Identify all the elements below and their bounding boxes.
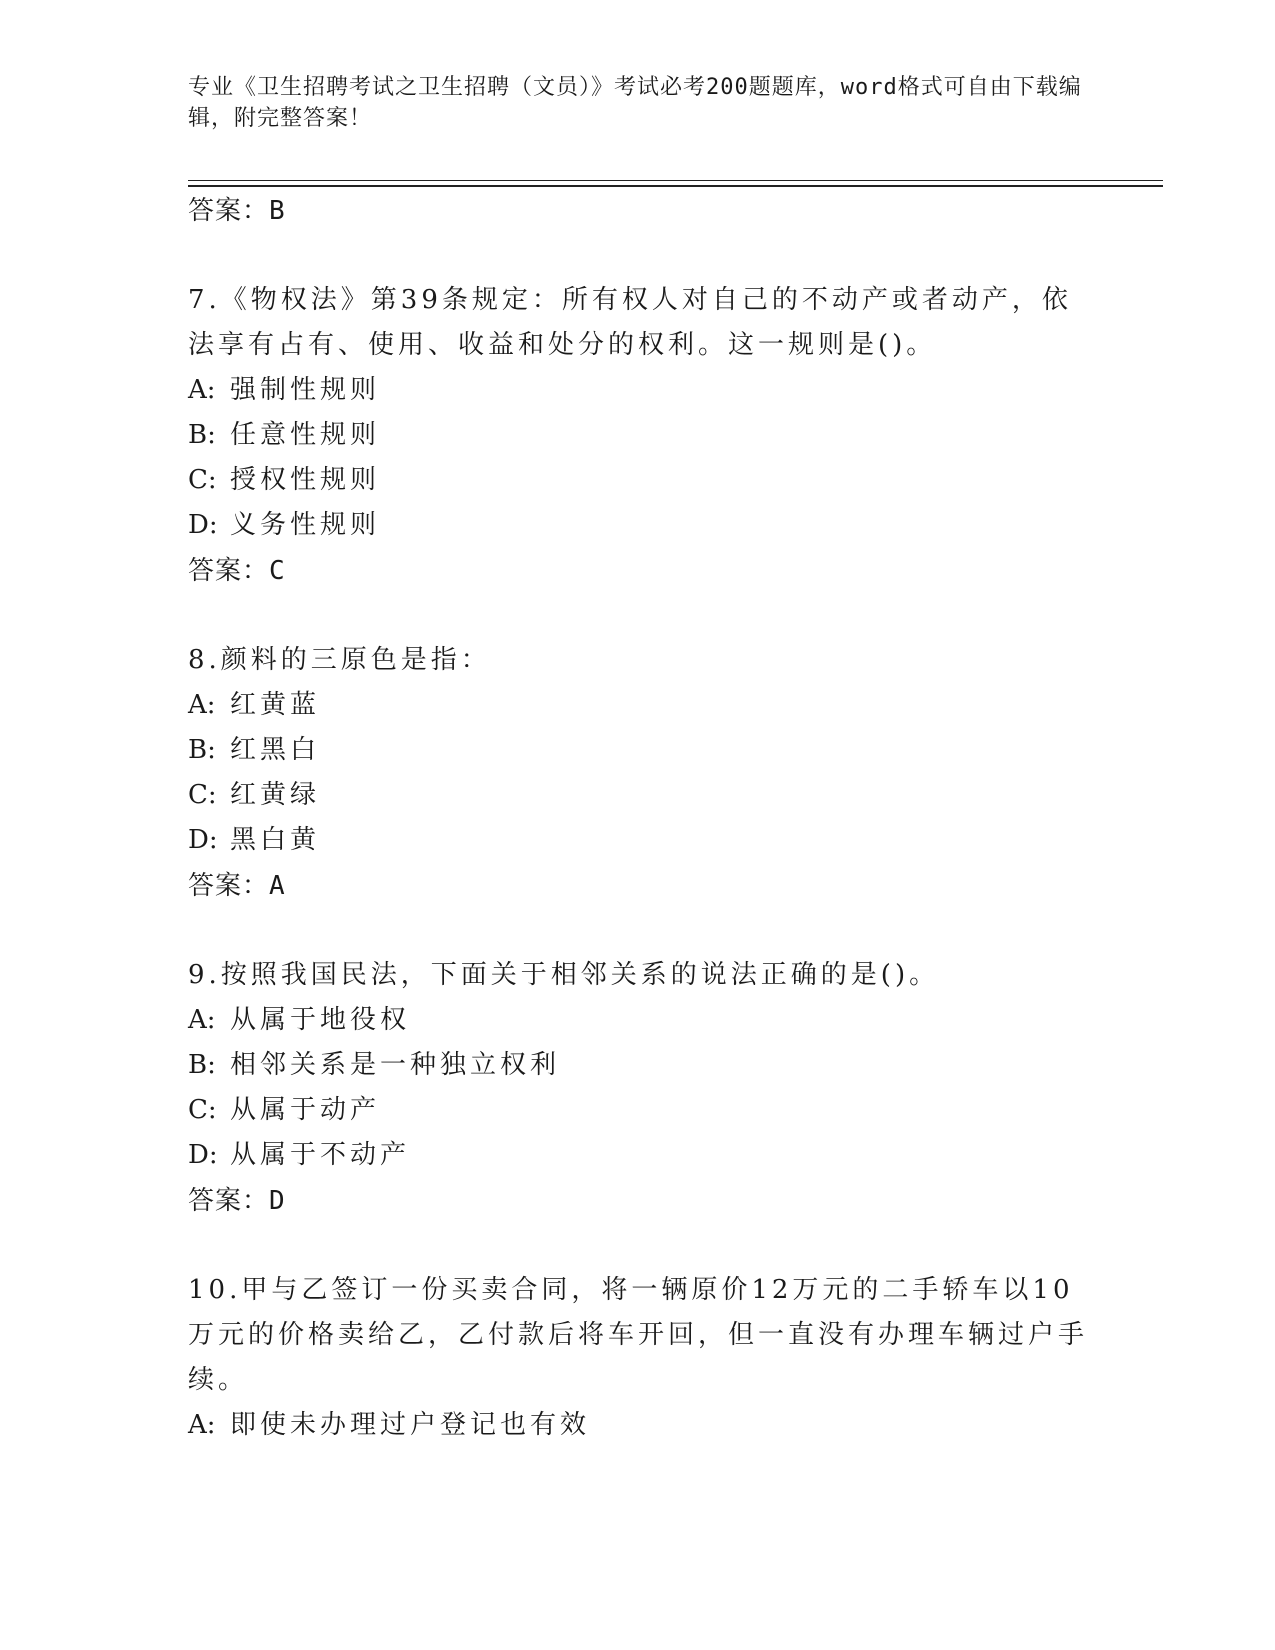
answer-value: B — [269, 196, 286, 226]
question-7 — [188, 278, 1088, 594]
option-text: 任意性规则 — [230, 420, 381, 450]
option-text: 红黄绿 — [230, 780, 321, 810]
option-a — [188, 1403, 1088, 1448]
answer-label: 答案： — [188, 871, 270, 901]
option-key: D: — [188, 1140, 218, 1170]
option-text: 从属于不动产 — [230, 1140, 411, 1170]
document-header: 专业《卫生招聘考试之卫生招聘（文员）》考试必考200题题库，word格式可自由下载编辑，附完整答案！ — [188, 75, 1082, 131]
option-text: 相邻关系是一种独立权利 — [230, 1050, 561, 1080]
option-key: A: — [188, 375, 216, 405]
question-stem: 7.《物权法》第39条规定：所有权人对自己的不动产或者动产，依法享有占有、使用、收益和处分的权利。这一规则是()。 — [188, 285, 1072, 360]
answer-line — [188, 1178, 1088, 1224]
option-d — [188, 503, 1088, 548]
question-stem: 8.颜料的三原色是指： — [188, 645, 491, 675]
question-8 — [188, 638, 1088, 909]
answer-value: C — [269, 556, 286, 586]
option-c — [188, 1088, 1088, 1133]
question-9 — [188, 953, 1088, 1224]
option-key: C: — [188, 780, 217, 810]
option-text: 即使未办理过户登记也有效 — [230, 1410, 591, 1440]
answer-label: 答案： — [188, 1186, 270, 1216]
header-rule-thick — [188, 185, 1163, 187]
option-key: B: — [188, 420, 216, 450]
answer-line — [188, 188, 1088, 234]
option-key: C: — [188, 1095, 217, 1125]
answer-value: A — [269, 871, 286, 901]
option-a — [188, 368, 1088, 413]
option-c — [188, 458, 1088, 503]
option-text: 红黄蓝 — [230, 690, 321, 720]
answer-label: 答案： — [188, 196, 270, 226]
answer-line — [188, 863, 1088, 909]
option-key: B: — [188, 735, 216, 765]
option-b — [188, 1043, 1088, 1088]
option-text: 强制性规则 — [230, 375, 381, 405]
option-b — [188, 728, 1088, 773]
option-key: A: — [188, 1005, 216, 1035]
option-key: C: — [188, 465, 217, 495]
option-text: 从属于地役权 — [230, 1005, 411, 1035]
question-10 — [188, 1268, 1088, 1448]
option-text: 授权性规则 — [230, 465, 381, 495]
option-key: B: — [188, 1050, 216, 1080]
option-text: 从属于动产 — [230, 1095, 381, 1125]
option-d — [188, 1133, 1088, 1178]
option-key: A: — [188, 690, 216, 720]
option-text: 义务性规则 — [230, 510, 381, 540]
option-a — [188, 683, 1088, 728]
option-key: A: — [188, 1410, 216, 1440]
option-key: D: — [188, 825, 218, 855]
question-stem: 10.甲与乙签订一份买卖合同，将一辆原价12万元的二手轿车以10万元的价格卖给乙，乙付款后将车开回，但一直没有办理车辆过户手续。 — [188, 1275, 1089, 1395]
answer-line — [188, 548, 1088, 594]
question-stem: 9.按照我国民法，下面关于相邻关系的说法正确的是()。 — [188, 960, 940, 990]
option-c — [188, 773, 1088, 818]
option-b — [188, 413, 1088, 458]
answer-label: 答案： — [188, 556, 270, 586]
option-text: 黑白黄 — [230, 825, 321, 855]
option-text: 红黑白 — [230, 735, 321, 765]
option-d — [188, 818, 1088, 863]
question-list — [188, 188, 1088, 1448]
option-a — [188, 998, 1088, 1043]
header-rule-thin — [188, 180, 1163, 181]
answer-value: D — [269, 1186, 286, 1216]
option-key: D: — [188, 510, 218, 540]
